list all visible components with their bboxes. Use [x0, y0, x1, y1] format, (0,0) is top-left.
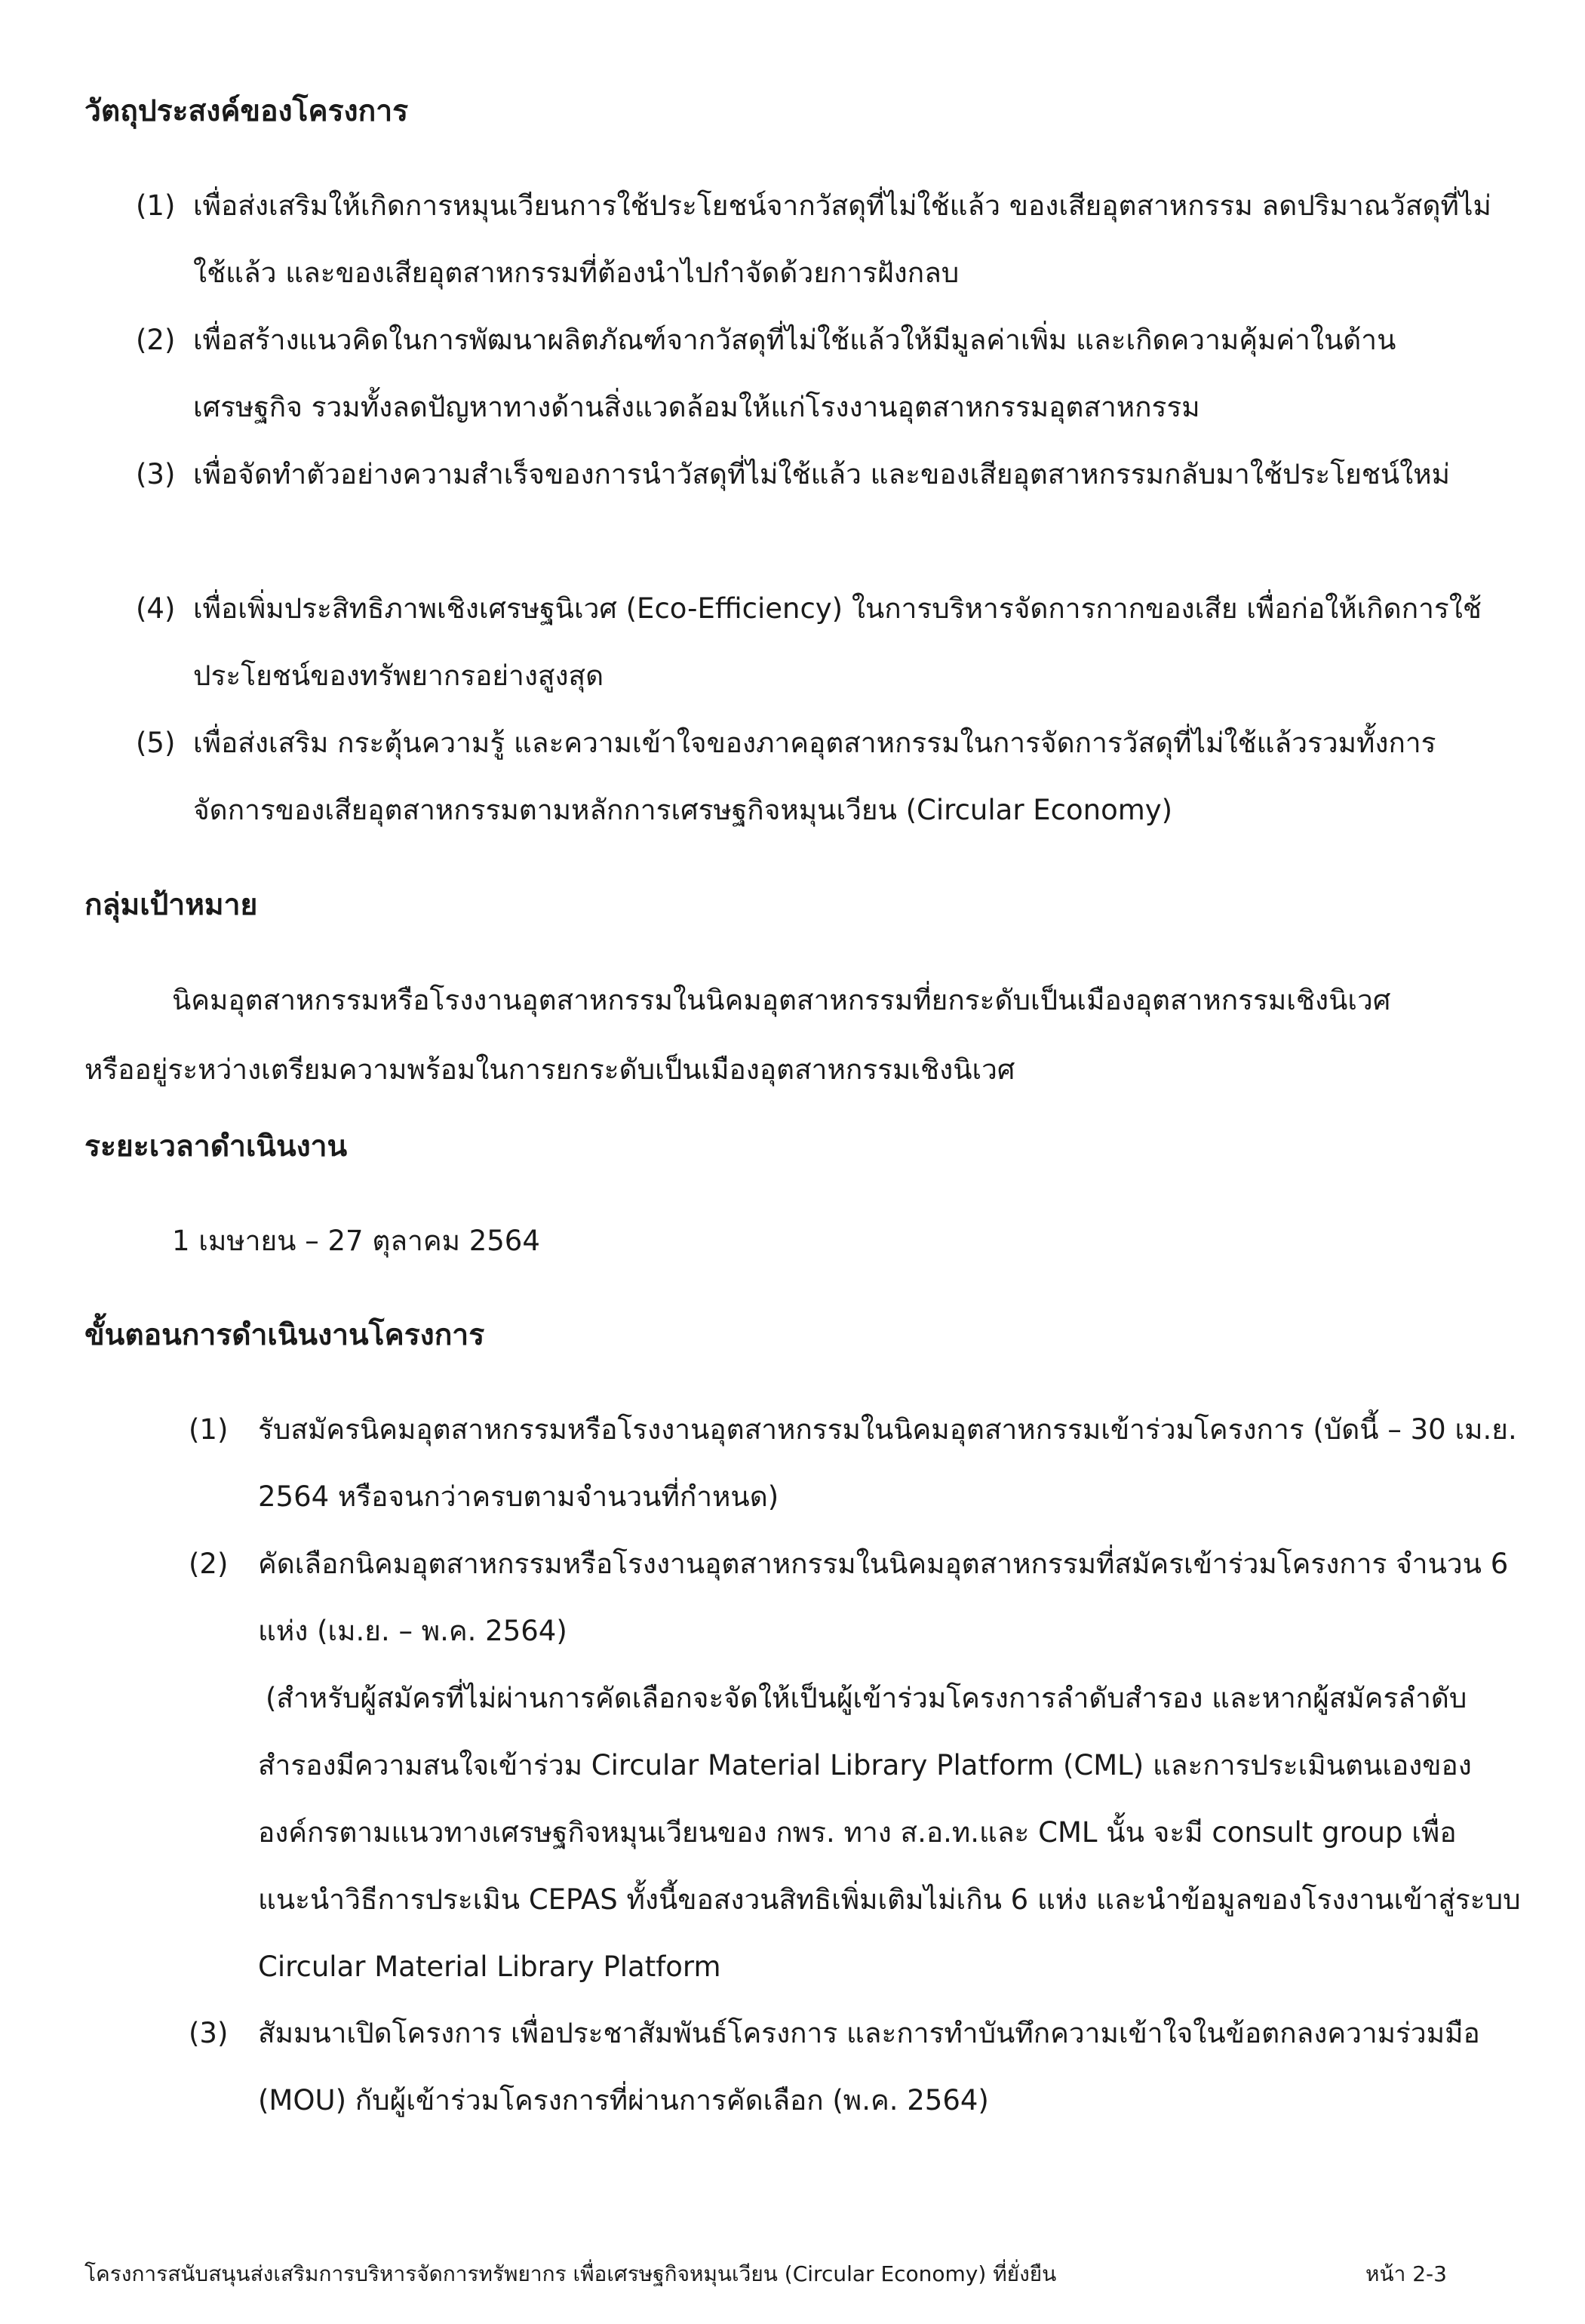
procedure-text: สัมมนาเปิดโครงการ เพื่อประชาสัมพันธ์โครงการ และการทำบันทึกความเข้าใจในข้อตกลงความร่วมมือ (MOU) กับผู้เข้าร่วมโครงการที่ผ่านการคัดเลือก (พ.ค. 2564) — [258, 2017, 1480, 2116]
objective-item-4 — [136, 575, 1494, 709]
procedure-number: (1) — [189, 1413, 229, 1446]
procedure-item-1 — [189, 1396, 1524, 1530]
objective-number: (5) — [136, 727, 176, 759]
procedure-heading: ขั้นตอนการดำเนินงานโครงการ — [84, 1318, 485, 1352]
objective-number: (4) — [136, 592, 176, 625]
procedure-item-3 — [189, 2000, 1524, 2134]
target-paragraph: นิคมอุตสาหกรรมหรือโรงงานอุตสาหกรรมในนิคมอุตสาหกรรมที่ยกระดับเป็นเมืองอุตสาหกรรมเชิงนิเวศ หรืออยู่ระหว่างเตรียมความพร้อมในการยกระดับเป็นเมืองอุตสาหกรรมเชิงนิเวศ — [84, 984, 1391, 1086]
objective-item-2 — [136, 306, 1494, 441]
objective-number: (3) — [136, 458, 176, 490]
objective-text: เพื่อส่งเสริมให้เกิดการหมุนเวียนการใช้ประโยชน์จากวัสดุที่ไม่ใช้แล้ว ของเสียอุตสาหกรรม ลดปริมาณวัสดุที่ไม่ใช้แล้ว และของเสียอุตสาหกรรมที่ต้องนำไปกำจัดด้วยการฝังกลบ — [193, 189, 1491, 289]
objective-item-5 — [136, 709, 1494, 844]
objective-item-1 — [136, 172, 1494, 306]
procedure-item-2 — [189, 1530, 1524, 2000]
procedure-note: (สำหรับผู้สมัครที่ไม่ผ่านการคัดเลือกจะจัดให้เป็นผู้เข้าร่วมโครงการลำดับสำรอง และหากผู้สมัครลำดับสำรองมีความสนใจเข้าร่วม Circular Material Library Platform (CML) และการประเมินตนเองขององค์กรตามแนวทางเศรษฐกิจหมุนเวียนของ กพร. ทาง ส.อ.ท.และ CML นั้น จะมี consult group เพื่อแนะนำวิธีการประเมิน CEPAS ทั้งนี้ขอสงวนสิทธิเพิ่มเติมไม่เกิน 6 แห่ง และนำข้อมูลของโรงงานเข้าสู่ระบบ Circular Material Library Platform — [258, 1682, 1521, 1983]
duration-text: 1 เมษายน – 27 ตุลาคม 2564 — [172, 1225, 540, 1257]
objective-text: เพื่อจัดทำตัวอย่างความสำเร็จของการนำวัสดุที่ไม่ใช้แล้ว และของเสียอุตสาหกรรมกลับมาใช้ประโยชน์ใหม่ — [193, 458, 1451, 490]
procedure-number: (2) — [189, 1548, 229, 1580]
objective-number: (2) — [136, 324, 176, 356]
procedure-text: รับสมัครนิคมอุตสาหกรรมหรือโรงงานอุตสาหกรรมในนิคมอุตสาหกรรมเข้าร่วมโครงการ (บัดนี้ – 30 เม.ย. 2564 หรือจนกว่าครบตามจำนวนที่กำหนด) — [258, 1413, 1517, 1513]
page-number: หน้า 2-3 — [1365, 2261, 1447, 2286]
objective-text: เพื่อสร้างแนวคิดในการพัฒนาผลิตภัณฑ์จากวัสดุที่ไม่ใช้แล้วให้มีมูลค่าเพิ่ม และเกิดความคุ้มค่าในด้านเศรษฐกิจ รวมทั้งลดปัญหาทางด้านสิ่งแวดล้อมให้แก่โรงงานอุตสาหกรรมอุตสาหกรรม — [193, 324, 1396, 423]
procedure-number: (3) — [189, 2017, 229, 2049]
target-heading: กลุ่มเป้าหมาย — [84, 888, 258, 922]
objective-number: (1) — [136, 189, 176, 222]
duration-heading: ระยะเวลาดำเนินงาน — [84, 1130, 348, 1164]
objective-text: เพื่อเพิ่มประสิทธิภาพเชิงเศรษฐนิเวศ (Eco-Efficiency) ในการบริหารจัดการกากของเสีย เพื่อก่อให้เกิดการใช้ประโยชน์ของทรัพยากรอย่างสูงสุด — [193, 592, 1482, 692]
footer-project-title: โครงการสนับสนุนส่งเสริมการบริหารจัดการทรัพยากร เพื่อเศรษฐกิจหมุนเวียน (Circular Economy) ที่ยั่งยืน — [84, 2261, 1057, 2286]
objectives-heading: วัตถุประสงค์ของโครงการ — [84, 94, 409, 128]
objective-item-3 — [136, 441, 1494, 508]
objective-text: เพื่อส่งเสริม กระตุ้นความรู้ และความเข้าใจของภาคอุตสาหกรรมในการจัดการวัสดุที่ไม่ใช้แล้วรวมทั้งการจัดการของเสียอุตสาหกรรมตามหลักการเศรษฐกิจหมุนเวียน (Circular Economy) — [193, 727, 1436, 826]
procedure-text: คัดเลือกนิคมอุตสาหกรรมหรือโรงงานอุตสาหกรรมในนิคมอุตสาหกรรมที่สมัครเข้าร่วมโครงการ จำนวน 6 แห่ง (เม.ย. – พ.ค. 2564) — [258, 1548, 1509, 1647]
